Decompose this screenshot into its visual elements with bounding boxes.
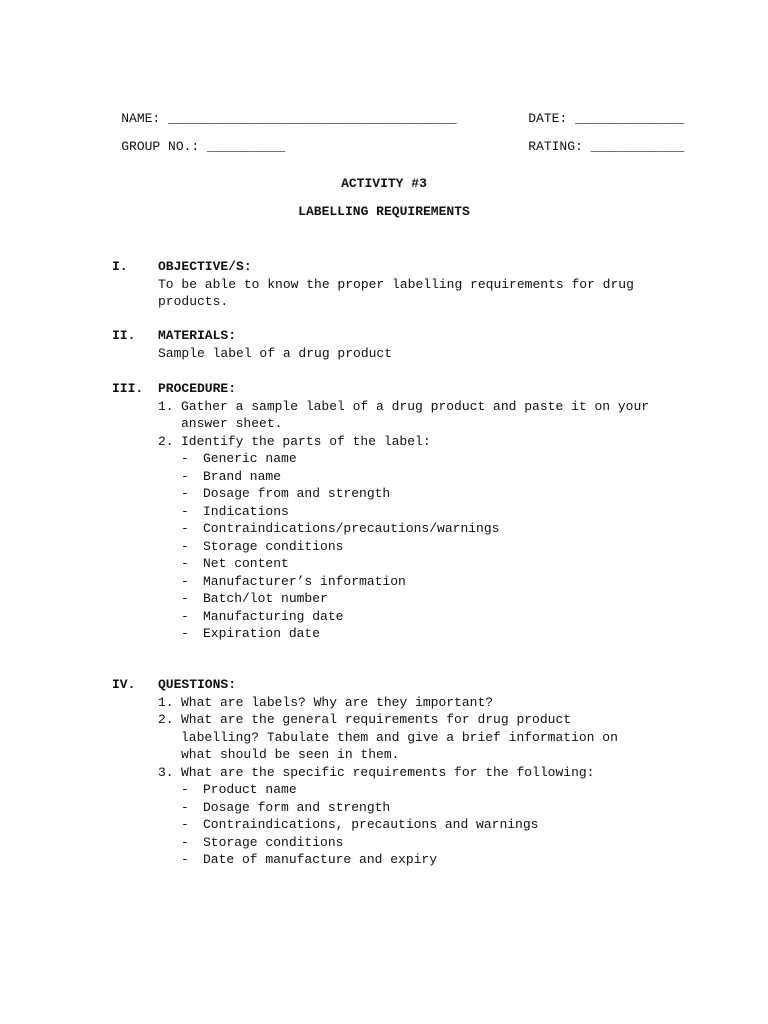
dash: - [181,626,189,641]
list-item [181,538,672,556]
label-part: Brand name [203,468,282,484]
list-item [181,781,672,799]
dash: - [181,521,189,536]
label-parts-list [158,450,672,643]
dash: - [181,556,189,571]
label-part: Batch/lot number [203,591,328,606]
procedure-section [112,380,672,643]
questions-heading [112,676,672,694]
label-part: Storage conditions [203,538,344,554]
questions-section [112,676,672,869]
procedure-title: PROCEDURE: [158,381,237,396]
date-blank: ______________ [575,110,685,126]
label-part: Expiration date [203,626,321,641]
name-blank: _____________________________________ [168,110,457,126]
procedure-step [158,433,672,451]
requirement-item: Dosage form and strength [203,799,391,815]
label-part: Net content [203,556,289,571]
requirement-item: Storage conditions [203,834,344,850]
label-part: Manufacturer’s information [203,573,406,589]
procedure-number: III. [112,381,144,396]
requirement-item: Product name [203,782,297,797]
dash: - [181,852,189,867]
requirement-item: Contraindications, precautions and warnings [203,817,539,832]
dash: - [181,782,189,797]
question-text: What are the specific requirements for the following: [181,764,595,780]
list-item [181,851,672,869]
label-part: Manufacturing date [203,608,344,624]
materials-number: II. [112,328,136,343]
question-text: What are labels? Why are they important? [181,694,494,710]
name-label: NAME: [121,110,161,126]
step-number: 2. [158,433,174,449]
requirement-item: Date of manufacture and expiry [203,852,438,867]
list-item [181,590,672,608]
list-item [181,520,672,538]
dash: - [181,817,189,832]
dash: - [181,834,189,850]
objective-text: To be able to know the proper labelling requirements for drug products. [158,276,634,309]
group-blank: __________ [207,138,286,154]
step-number: 1. [158,398,174,414]
objective-title: OBJECTIVE/S: [158,259,252,274]
question-number: 1. [158,694,174,710]
label-part: Dosage from and strength [203,486,391,501]
dash: - [181,503,189,519]
rating-label: RATING: [528,138,583,154]
list-item [181,503,672,521]
activity-subtitle: LABELLING REQUIREMENTS [298,204,470,219]
dash: - [181,486,189,501]
dash: - [181,573,189,589]
activity-title: ACTIVITY #3 [341,176,427,191]
dash: - [181,538,189,554]
step-text: Gather a sample label of a drug product and paste it on your answer sheet. [181,398,650,431]
question-item [158,694,672,712]
procedure-step [158,398,672,433]
step-text: Identify the parts of the label: [181,433,431,449]
list-item [181,468,672,486]
group-label: GROUP NO.: [121,138,200,154]
group-field [90,120,285,173]
label-part: Generic name [203,451,297,466]
rating-blank: ____________ [590,138,685,154]
list-item [181,450,672,468]
procedure-heading [112,380,672,398]
questions-title: QUESTIONS: [158,677,237,692]
materials-title: MATERIALS: [158,328,237,343]
specific-requirements-list [158,781,672,869]
list-item [181,816,672,834]
list-item [181,485,672,503]
list-item [181,625,672,643]
materials-heading [112,327,672,345]
date-label: DATE: [528,110,568,126]
objective-section [112,258,672,311]
materials-section [112,327,672,362]
dash: - [181,608,189,624]
question-item [158,764,672,782]
list-item [181,608,672,626]
list-item [181,834,672,852]
question-item [158,711,672,764]
list-item [181,573,672,591]
rating-field [497,120,684,173]
dash: - [181,591,189,606]
objective-number: I. [112,259,128,274]
materials-text: Sample label of a drug product [158,345,393,361]
dash: - [181,451,189,466]
list-item [181,555,672,573]
dash: - [181,799,189,815]
question-number: 2. [158,712,174,727]
questions-number: IV. [112,677,136,692]
question-text: What are the general requirements for drug product labelling? Tabulate them and give a brief information on what should be seen in them. [181,712,618,762]
question-number: 3. [158,764,174,780]
dash: - [181,468,189,484]
label-part: Contraindications/precautions/warnings [203,521,500,536]
objective-heading [112,258,672,276]
list-item [181,799,672,817]
label-part: Indications [203,503,289,519]
